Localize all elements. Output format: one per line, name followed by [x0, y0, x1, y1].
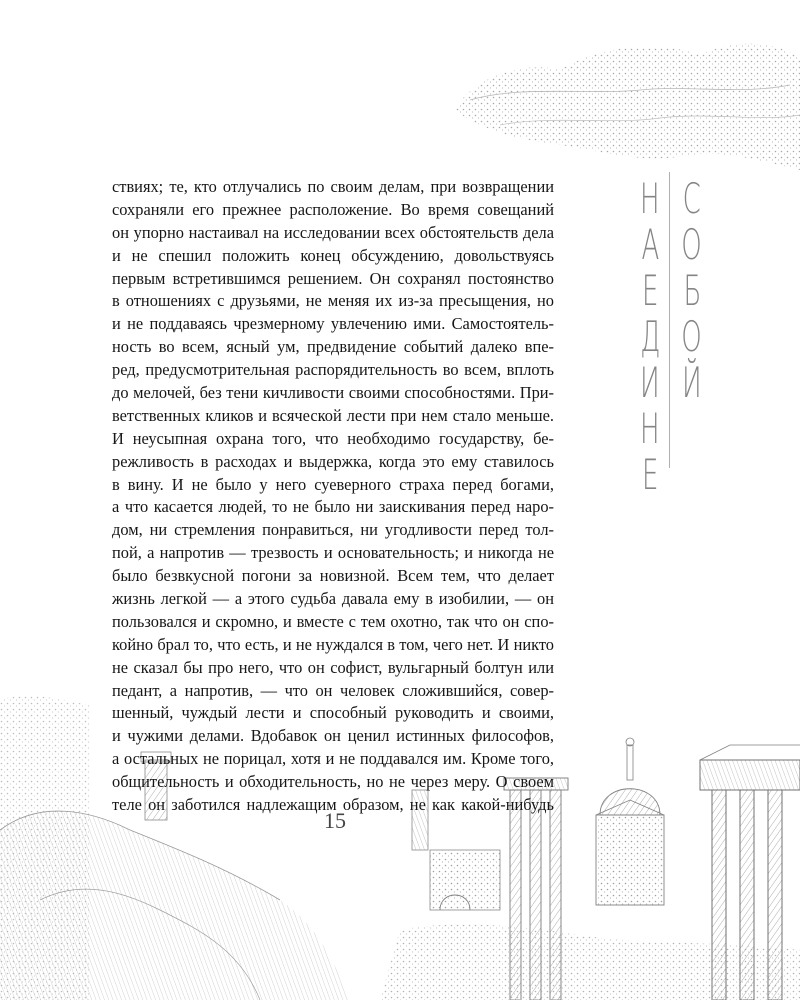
- text-line: пой, а напротив — трезвость и основательность; и никогда не: [112, 543, 554, 563]
- text-line: дом, ни стремления понравиться, ни угодливости перед тол-: [112, 520, 554, 540]
- text-line: И неусыпная охрана того, что необходимо государству, бе-: [112, 428, 554, 448]
- text-line: ред, предусмотрительная распорядительность во всем, вплоть: [112, 360, 554, 380]
- title-letter: О: [681, 312, 703, 361]
- title-letter: Б: [683, 266, 701, 315]
- text-line: он упорно настаивал на исследовании всех обстоятельств дела: [112, 222, 554, 242]
- text-line: ветственных кликов и всяческой лести при нем стало меньше.: [112, 405, 554, 425]
- text-line: первым встретившимся решением. Он сохранял постоянство: [112, 268, 554, 288]
- text-line: а остальных не порицал, хотя и не поддавался им. Кроме того,: [112, 749, 554, 769]
- text-line: режливость в расходах и выдержка, когда это ему ставилось: [112, 451, 554, 471]
- cloud-sketch: [455, 44, 800, 170]
- text-line: ствиях; те, кто отлучались по своим делам, при возвращении: [112, 177, 554, 196]
- text-line: было безвкусной погони за новизной. Всем тем, что делает: [112, 566, 554, 586]
- text-line: и не поддаваясь чрезмерному увлечению ими. Самостоятель-: [112, 314, 554, 334]
- title-letter: А: [641, 220, 659, 269]
- text-line: шенный, чуждый лести и способный руководить и своими,: [112, 703, 554, 723]
- main-text-block: [112, 176, 554, 817]
- text-line: теле он заботился надлежащим образом, не как какой-нибудь: [112, 795, 554, 815]
- title-letter: С: [682, 174, 702, 223]
- text-line: и не спешил положить конец обсуждению, довольствуясь: [112, 245, 554, 265]
- text-line: общительность и обходительность, но не через меру. О своем: [112, 772, 554, 792]
- text-line: в отношениях с друзьями, не меняя их из-за пресыщения, но: [112, 291, 554, 311]
- page-number: 15: [324, 808, 346, 833]
- title-letter: И: [640, 358, 660, 407]
- text-line: и чужими делами. Вдобавок он ценил истинных философов,: [112, 726, 554, 746]
- text-line: педант, а напротив, — что он человек сложившийся, совер-: [112, 680, 554, 700]
- title-letter: Й: [682, 358, 702, 407]
- text-line: жизнь легкой — а этого судьба давала ему в изобилии, — он: [112, 589, 554, 609]
- text-line: койно брал то, что есть, и не нуждался в том, чего нет. И никто: [112, 634, 554, 654]
- text-line: до мелочей, без тени кичливости своими способностями. При-: [112, 383, 554, 403]
- text-line: а что касается людей, то не было ни заискивания перед наро-: [112, 497, 554, 517]
- title-letter: Н: [640, 404, 660, 453]
- text-line: пользовался и скромно, и вместе с тем охотно, так что он спо-: [112, 611, 554, 631]
- text-line: не сказал бы про него, что он софист, вульгарный болтун или: [112, 657, 554, 677]
- title-letter: Е: [641, 266, 659, 315]
- title-letter: О: [681, 220, 703, 269]
- text-line: в вину. И не было у него суеверного страха перед богами,: [112, 474, 554, 494]
- title-letter: Е: [641, 450, 659, 499]
- text-line: сохраняли его прежнее расположение. Во время совещаний: [112, 199, 554, 219]
- text-line: ность во всем, ясный ум, предвидение событий далеко впе-: [112, 337, 554, 357]
- side-title-word-1: [630, 176, 670, 498]
- side-title-word-2: [672, 176, 712, 406]
- title-letter: Д: [639, 312, 661, 361]
- title-letter: Н: [640, 174, 660, 223]
